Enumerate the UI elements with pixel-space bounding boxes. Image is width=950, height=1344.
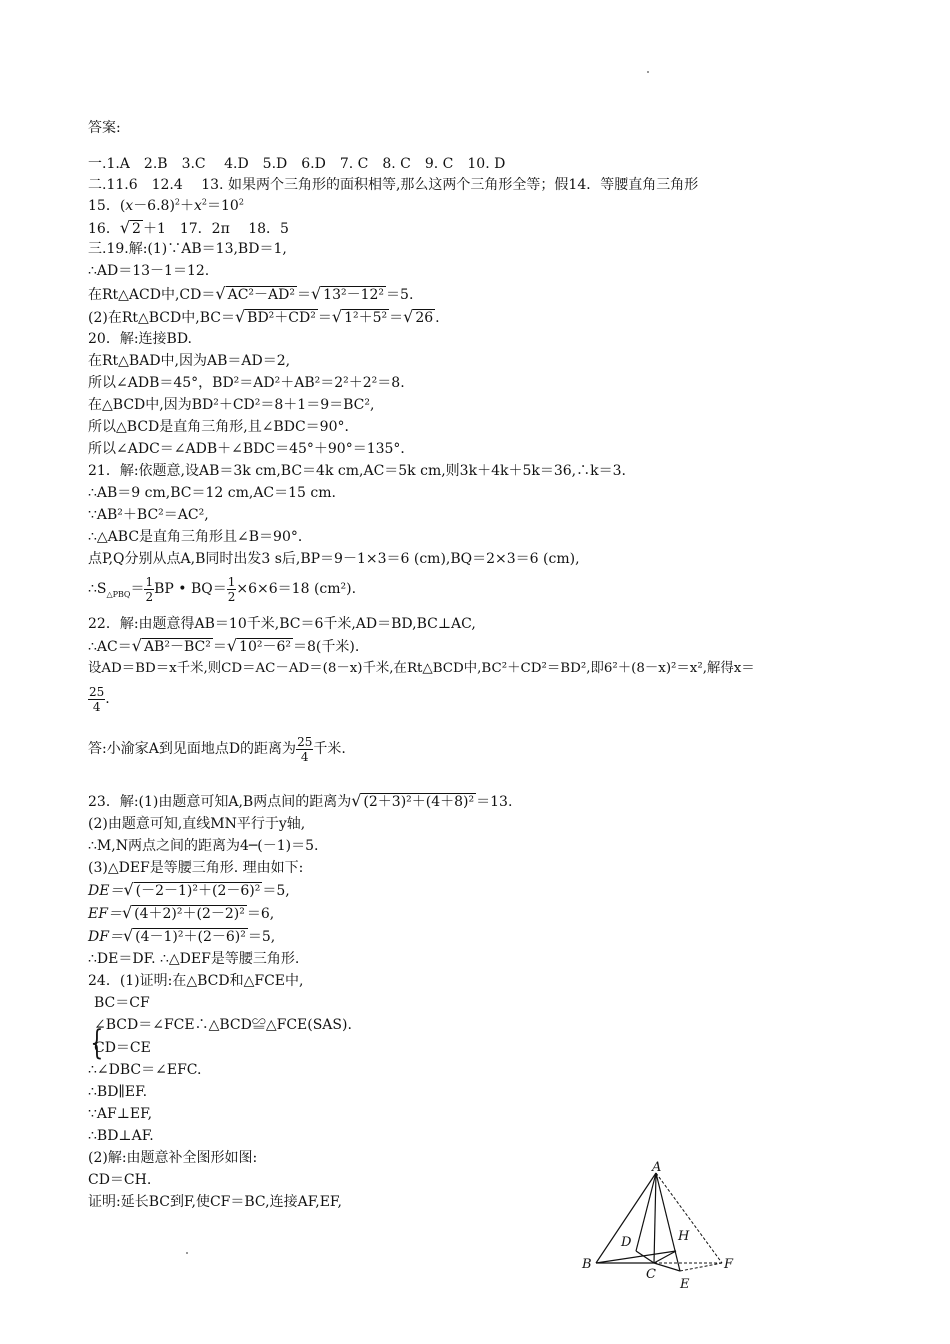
text: ＝10 <box>207 198 239 214</box>
label-F: F <box>724 1257 734 1272</box>
text: ∴AC＝ <box>88 639 132 655</box>
segment-AC <box>654 1173 656 1263</box>
answer-line: ∠BCD＝∠FCE∴△BCD≌△FCE(SAS). <box>94 1017 352 1033</box>
segment-AD <box>636 1173 656 1251</box>
answer-line: ∴△ABC是直角三角形且∠B＝90°． <box>88 529 312 545</box>
text: ＝ <box>296 287 311 303</box>
answer-line: 所以∠ADC＝∠ADB＋∠BDC＝45°＋90°＝135°． <box>88 441 415 457</box>
radicand: BD²＋CD² <box>247 310 316 326</box>
sqrt-symbol: √ <box>122 926 134 945</box>
sqrt-symbol: √ <box>351 791 362 810</box>
text: ＝5, <box>262 883 290 899</box>
answer-line: BC＝CF <box>94 995 150 1011</box>
numerator: 25 <box>89 684 105 699</box>
fraction <box>296 735 313 764</box>
answer-line: ∴BD⊥AF. <box>88 1128 154 1144</box>
var-x: x <box>194 198 202 214</box>
sqrt-symbol: √ <box>123 880 134 899</box>
denominator: 2 <box>227 589 236 604</box>
text: DE＝ <box>88 883 124 899</box>
answer-line: 证明:延长BC到F,使CF＝BC,连接AF,EF, <box>88 1194 342 1210</box>
answer-line-result <box>88 682 110 716</box>
exponent: 2 <box>174 197 181 207</box>
radicand: 10²－6² <box>239 639 291 655</box>
text: ＝13. <box>476 794 513 810</box>
text: ＝ <box>130 581 145 597</box>
text: ＝6, <box>246 906 275 922</box>
radicand: (2＋3)²＋(4＋8)² <box>363 794 475 810</box>
radicand: (4－1)²＋(2－6)² <box>135 929 246 945</box>
text: ＝5, <box>247 929 276 945</box>
segment-AF <box>656 1173 722 1263</box>
text: 16． <box>88 221 120 237</box>
label-B: B <box>582 1257 592 1272</box>
fraction <box>144 575 154 604</box>
label-E: E <box>680 1277 690 1292</box>
text: 15．( <box>88 198 126 214</box>
text: BP • BQ＝ <box>154 581 227 597</box>
answer-line-16 <box>88 220 289 237</box>
text: ＝8(千米). <box>292 639 360 655</box>
scan-speck <box>647 71 649 73</box>
answer-line-24: 24．(1)证明:在△BCD和△FCE中, <box>88 973 304 989</box>
answer-line: (2)解:由题意补全图形如图: <box>88 1150 258 1166</box>
fraction <box>227 575 237 604</box>
radicand: 2 <box>132 221 141 237</box>
numerator: 25 <box>297 734 313 749</box>
answer-line: ∴∠DBC＝∠EFC. <box>88 1062 202 1078</box>
segment-AE <box>656 1173 680 1271</box>
answer-line: (2)由题意可知,直线MN平行于y轴, <box>88 816 306 832</box>
subscript: △PBQ <box>106 589 131 599</box>
answer-line <box>88 309 440 326</box>
label-C: C <box>646 1267 656 1282</box>
numerator: 1 <box>227 574 236 589</box>
text: ＝ <box>212 639 227 655</box>
text: ＝5. <box>386 287 414 303</box>
answer-line-1: 一.1.A 2.B 3.C 4.D 5.D 6.D 7. C 8. C 9. C 10. D <box>88 156 506 172</box>
answer-line: (3)△DEF是等腰三角形. 理由如下: <box>88 860 304 876</box>
answer-line-area <box>88 574 356 604</box>
denominator: 2 <box>145 589 154 604</box>
text: DF＝ <box>88 929 123 945</box>
system-brace: { <box>90 1023 104 1063</box>
text: 在Rt△ACD中,CD＝ <box>88 287 216 303</box>
answer-line: CD＝CE <box>94 1040 151 1056</box>
segment-EF <box>680 1263 722 1271</box>
exponent: 2 <box>201 197 208 207</box>
answer-line: CD＝CH. <box>88 1172 152 1188</box>
radicand: AC²－AD² <box>227 287 295 303</box>
answer-line-22: 22．解:由题意得AB＝10千米,BC＝6千米,AD＝BD,BC⊥AC, <box>88 616 476 632</box>
answer-line <box>88 286 413 303</box>
text: ＝ <box>389 310 404 326</box>
radicand: 13²－12² <box>323 287 385 303</box>
answer-line: 所以△BCD是直角三角形,且∠BDC＝90°． <box>88 419 359 435</box>
answer-line: 在△BCD中,因为BD²＋CD²＝8＋1＝9＝BC², <box>88 397 375 413</box>
geometry-figure <box>576 1158 746 1294</box>
text: ＋ <box>180 198 195 214</box>
text: ＝ <box>317 310 332 326</box>
fraction <box>88 685 105 714</box>
text: . <box>105 691 110 707</box>
sqrt-symbol: √ <box>234 307 246 326</box>
answer-line: 设AD＝BD＝x千米,则CD＝AC－AD＝(8－x)千米,在Rt△BCD中,BC²＋CD²＝BD²,即6²＋(8－x)²＝x²,解得x＝ <box>88 661 755 676</box>
sqrt-symbol: √ <box>215 284 226 303</box>
segment-CE <box>654 1263 680 1271</box>
answer-line: ∵AB²＋BC²＝AC², <box>88 507 209 523</box>
text: ×6×6＝18 (cm²). <box>236 581 357 597</box>
sqrt-symbol: √ <box>403 307 414 326</box>
denominator: 4 <box>300 749 309 764</box>
label-D: D <box>621 1235 632 1250</box>
answer-heading: 答案: <box>88 120 121 136</box>
answer-line <box>88 905 274 922</box>
scan-speck <box>186 1252 188 1254</box>
text: (2)在Rt△BCD中,BC＝ <box>88 310 235 326</box>
radicand: (－2－1)²＋(2－6)² <box>135 883 261 899</box>
sqrt-symbol: √ <box>121 903 133 922</box>
numerator: 1 <box>145 574 154 589</box>
text: 千米. <box>313 741 346 757</box>
text: －6.8) <box>133 198 175 214</box>
sqrt-symbol: √ <box>226 636 238 655</box>
sqrt-symbol: √ <box>119 218 131 237</box>
answer-line <box>88 928 275 945</box>
radicand: AB²－BC² <box>143 639 211 655</box>
answer-line-21: 21．解:依题意,设AB＝3k cm,BC＝4k cm,AC＝5k cm,则3k＋4k＋5k＝36,∴k＝3. <box>88 463 626 479</box>
answer-line <box>88 638 359 655</box>
radicand: 26 <box>415 310 434 326</box>
answer-line: 点P,Q分别从点A,B同时出发3 s后,BP＝9－1×3＝6 (cm),BQ＝2×3＝6 (cm), <box>88 551 580 567</box>
answer-line: ∵AF⊥EF, <box>88 1106 153 1122</box>
text: EF＝ <box>88 906 122 922</box>
answer-line <box>88 882 290 899</box>
var-x: x <box>125 198 134 214</box>
text: 答:小渝家A到见面地点D的距离为 <box>88 741 297 757</box>
answer-line-15 <box>88 198 244 214</box>
text: . <box>435 310 440 326</box>
answer-line: 在Rt△BAD中,因为AB＝AD＝2, <box>88 353 291 369</box>
answer-line-19: 三.19.解:(1)∵AB＝13,BD＝1, <box>88 241 287 257</box>
answer-line: ∴M,N两点之间的距离为4─(－1)＝5. <box>88 838 319 854</box>
sqrt-symbol: √ <box>331 307 343 326</box>
text: ＋1 17．2π 18．5 <box>142 221 289 237</box>
answer-line: ∴AD＝13－1＝12. <box>88 263 210 279</box>
exponent: 2 <box>238 197 244 207</box>
radicand: 1²＋5² <box>344 310 388 326</box>
answer-line-reply <box>88 732 346 766</box>
label-H: H <box>678 1229 690 1244</box>
radicand: (4＋2)²＋(2－2)² <box>134 906 245 922</box>
answer-line-2: 二.11.6 12.4 13. 如果两个三角形的面积相等,那么这两个三角形全等；假14．等腰直角三角形 <box>88 177 699 193</box>
answer-line-20: 20．解:连接BD. <box>88 331 192 347</box>
sqrt-symbol: √ <box>310 284 322 303</box>
answer-line-23 <box>88 793 512 810</box>
answer-line: ∴AB＝9 cm,BC＝12 cm,AC＝15 cm. <box>88 485 336 501</box>
text: 23．解:(1)由题意可知A,B两点间的距离为 <box>88 794 352 810</box>
answer-line: ∴DE＝DF. ∴△DEF是等腰三角形. <box>88 951 300 967</box>
answer-line: 所以∠ADB＝45°，BD²＝AD²＋AB²＝2²＋2²＝8. <box>88 375 405 391</box>
text: ∴S <box>88 581 107 597</box>
denominator: 4 <box>92 699 101 714</box>
sqrt-symbol: √ <box>131 636 142 655</box>
label-A: A <box>652 1160 662 1175</box>
answer-line: ∴BD∥EF. <box>88 1084 148 1100</box>
